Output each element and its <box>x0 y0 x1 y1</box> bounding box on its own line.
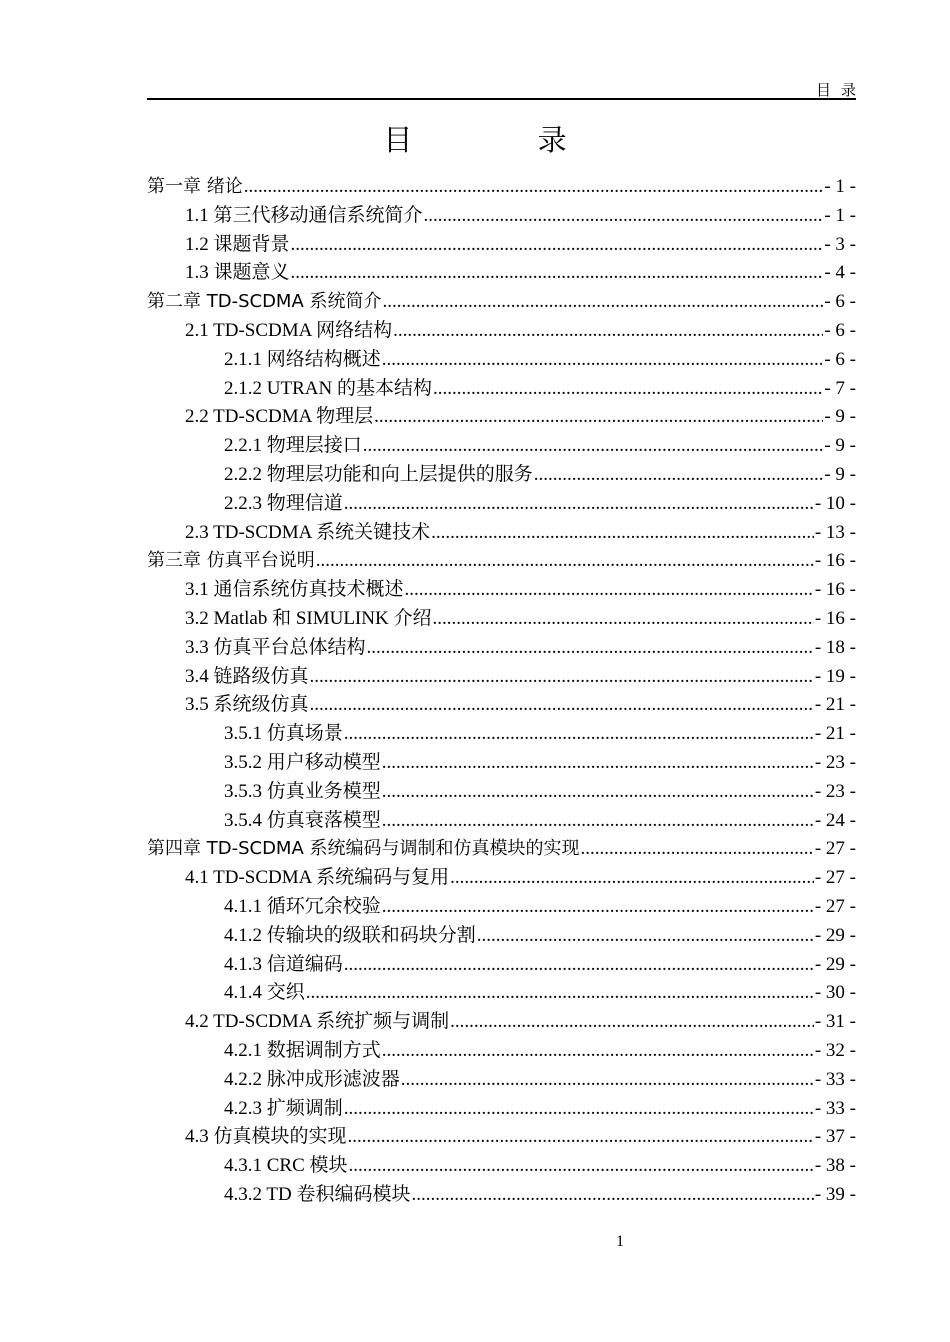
toc-leader-dots <box>382 778 814 807</box>
toc-entry[interactable] <box>147 346 856 375</box>
toc-entry-page: - 19 - <box>814 665 856 687</box>
toc-entry[interactable] <box>147 605 856 634</box>
toc-entry-label: 4.3.1 CRC 模块 <box>224 1155 348 1177</box>
toc-entry[interactable] <box>147 922 856 951</box>
toc-entry[interactable] <box>147 691 856 720</box>
toc-entry-label: 3.5.4 仿真衰落模型 <box>224 809 381 831</box>
toc-entry-page: - 29 - <box>814 953 856 975</box>
toc-entry[interactable] <box>147 231 856 260</box>
toc-entry[interactable] <box>147 1008 856 1037</box>
toc-entry-page: - 33 - <box>814 1097 856 1119</box>
toc-entry[interactable] <box>147 173 856 202</box>
toc-entry-page: - 29 - <box>814 924 856 946</box>
toc-entry-page: - 6 - <box>824 319 856 341</box>
toc-entry-page: - 7 - <box>824 377 856 399</box>
toc-entry-label: 3.2 Matlab 和 SIMULINK 介绍 <box>185 607 432 629</box>
toc-leader-dots <box>431 519 814 548</box>
toc-leader-dots <box>382 346 824 375</box>
toc-leader-dots <box>306 979 814 1008</box>
toc-entry-page: - 32 - <box>814 1039 856 1061</box>
toc-entry-page: - 33 - <box>814 1068 856 1090</box>
toc-leader-dots <box>401 1066 814 1095</box>
page-title: 目 录 <box>383 123 625 157</box>
toc-entry-label: 2.3 TD-SCDMA 系统关键技术 <box>185 521 431 543</box>
toc-entry-label: 1.2 课题背景 <box>185 233 290 255</box>
toc-entry-label: 第三章 仿真平台说明 <box>147 550 315 572</box>
toc-entry[interactable] <box>147 634 856 663</box>
toc-entry-page: - 27 - <box>814 895 856 917</box>
toc-leader-dots <box>344 490 814 519</box>
toc-entry[interactable] <box>147 432 856 461</box>
toc-entry[interactable] <box>147 375 856 404</box>
toc-leader-dots <box>349 1152 814 1181</box>
toc-entry-label: 第二章 TD-SCDMA 系统简介 <box>147 291 382 313</box>
toc-entry[interactable] <box>147 663 856 692</box>
toc-leader-dots <box>363 432 824 461</box>
toc-entry-label: 4.1.2 传输块的级联和码块分割 <box>224 924 476 946</box>
toc-leader-dots <box>433 375 823 404</box>
toc-entry[interactable] <box>147 403 856 432</box>
toc-entry-page: - 9 - <box>824 463 856 485</box>
toc-entry-label: 3.1 通信系统仿真技术概述 <box>185 579 404 601</box>
toc-entry-label: 2.1.1 网络结构概述 <box>224 348 381 370</box>
toc-entry[interactable] <box>147 864 856 893</box>
toc-entry-page: - 39 - <box>814 1183 856 1205</box>
toc-entry-page: - 16 - <box>814 579 856 601</box>
toc-leader-dots <box>348 1123 814 1152</box>
toc-entry-label: 4.1 TD-SCDMA 系统编码与复用 <box>185 867 450 889</box>
toc-entry[interactable] <box>147 778 856 807</box>
toc-entry[interactable] <box>147 749 856 778</box>
toc-entry-label: 3.5.1 仿真场景 <box>224 723 343 745</box>
toc-leader-dots <box>291 259 824 288</box>
toc-entry-page: - 16 - <box>814 607 856 629</box>
toc-entry[interactable] <box>147 835 856 864</box>
toc-entry-label: 1.3 课题意义 <box>185 262 290 284</box>
toc-leader-dots <box>310 663 814 692</box>
toc-leader-dots <box>382 749 814 778</box>
toc-entry-label: 4.2 TD-SCDMA 系统扩频与调制 <box>185 1011 450 1033</box>
toc-entry[interactable] <box>147 576 856 605</box>
toc-entry-label: 4.1.3 信道编码 <box>224 953 343 975</box>
page-number: 1 <box>616 1233 624 1250</box>
toc-entry-page: - 31 - <box>814 1011 856 1033</box>
table-of-contents <box>147 173 856 1210</box>
toc-leader-dots <box>382 893 814 922</box>
toc-entry-label: 4.1.4 交织 <box>224 982 305 1004</box>
toc-leader-dots <box>367 634 814 663</box>
toc-entry-label: 4.2.1 数据调制方式 <box>224 1039 381 1061</box>
toc-entry-label: 4.3.2 TD 卷积编码模块 <box>224 1183 411 1205</box>
toc-entry-page: - 37 - <box>814 1126 856 1148</box>
toc-entry-page: - 9 - <box>824 435 856 457</box>
toc-entry-label: 2.2.3 物理信道 <box>224 492 343 514</box>
toc-leader-dots <box>581 835 814 864</box>
toc-leader-dots <box>344 951 814 980</box>
toc-entry[interactable] <box>147 288 856 317</box>
toc-entry-page: - 13 - <box>814 521 856 543</box>
toc-leader-dots <box>534 461 824 490</box>
toc-entry[interactable] <box>147 461 856 490</box>
toc-entry-label: 第四章 TD-SCDMA 系统编码与调制和仿真模块的实现 <box>147 838 580 860</box>
toc-entry-label: 3.5.3 仿真业务模型 <box>224 780 381 802</box>
toc-leader-dots <box>477 922 814 951</box>
toc-leader-dots <box>383 288 824 317</box>
toc-entry-page: - 18 - <box>814 636 856 658</box>
toc-entry[interactable] <box>147 979 856 1008</box>
toc-entry[interactable] <box>147 720 856 749</box>
toc-entry-page: - 1 - <box>824 204 856 226</box>
toc-leader-dots <box>382 807 814 836</box>
toc-leader-dots <box>450 864 814 893</box>
toc-entry-label: 4.2.2 脉冲成形滤波器 <box>224 1068 400 1090</box>
toc-entry[interactable] <box>147 1066 856 1095</box>
toc-leader-dots <box>405 576 814 605</box>
toc-entry[interactable] <box>147 1152 856 1181</box>
toc-entry[interactable] <box>147 893 856 922</box>
toc-entry-label: 2.2.1 物理层接口 <box>224 435 362 457</box>
toc-leader-dots <box>374 403 823 432</box>
toc-leader-dots <box>450 1008 814 1037</box>
toc-entry-page: - 24 - <box>814 809 856 831</box>
toc-entry[interactable] <box>147 807 856 836</box>
toc-entry-page: - 21 - <box>814 694 856 716</box>
toc-entry[interactable] <box>147 317 856 346</box>
toc-entry-label: 1.1 第三代移动通信系统简介 <box>185 204 423 226</box>
toc-leader-dots <box>424 202 824 231</box>
toc-entry[interactable] <box>147 490 856 519</box>
toc-entry-page: - 23 - <box>814 780 856 802</box>
toc-entry-page: - 1 - <box>824 176 856 197</box>
toc-entry-label: 2.1.2 UTRAN 的基本结构 <box>224 377 432 399</box>
toc-leader-dots <box>432 605 813 634</box>
toc-entry[interactable] <box>147 1037 856 1066</box>
toc-entry[interactable] <box>147 1123 856 1152</box>
toc-entry[interactable] <box>147 1095 856 1124</box>
toc-entry-page: - 3 - <box>824 233 856 255</box>
toc-entry-page: - 10 - <box>814 492 856 514</box>
toc-entry-label: 3.5 系统级仿真 <box>185 694 309 716</box>
toc-entry[interactable] <box>147 259 856 288</box>
toc-entry-page: - 23 - <box>814 751 856 773</box>
toc-entry[interactable] <box>147 951 856 980</box>
toc-leader-dots <box>316 547 814 576</box>
toc-entry-page: - 6 - <box>824 291 856 313</box>
toc-entry-page: - 9 - <box>824 406 856 428</box>
toc-entry-page: - 38 - <box>814 1155 856 1177</box>
toc-entry-label: 4.1.1 循环冗余校验 <box>224 895 381 917</box>
toc-entry-page: - 16 - <box>814 550 856 572</box>
toc-entry-label: 3.3 仿真平台总体结构 <box>185 636 366 658</box>
toc-entry-label: 4.2.3 扩频调制 <box>224 1097 343 1119</box>
toc-entry[interactable] <box>147 519 856 548</box>
toc-entry-label: 2.1 TD-SCDMA 网络结构 <box>185 319 393 341</box>
toc-leader-dots <box>411 1181 813 1210</box>
toc-leader-dots <box>310 691 814 720</box>
toc-entry-page: - 6 - <box>824 348 856 370</box>
toc-entry-label: 3.4 链路级仿真 <box>185 665 309 687</box>
toc-entry-page: - 4 - <box>824 262 856 284</box>
toc-leader-dots <box>244 173 824 202</box>
toc-leader-dots <box>393 317 823 346</box>
toc-leader-dots <box>291 231 824 260</box>
toc-entry-page: - 27 - <box>814 867 856 889</box>
toc-entry-label: 3.5.2 用户移动模型 <box>224 751 381 773</box>
toc-entry-label: 2.2 TD-SCDMA 物理层 <box>185 406 374 428</box>
toc-entry-label: 4.3 仿真模块的实现 <box>185 1126 347 1148</box>
toc-entry-page: - 21 - <box>814 723 856 745</box>
toc-leader-dots <box>382 1037 814 1066</box>
toc-leader-dots <box>344 720 814 749</box>
toc-entry[interactable] <box>147 547 856 576</box>
toc-entry-label: 2.2.2 物理层功能和向上层提供的服务 <box>224 463 533 485</box>
header-rule <box>147 98 856 100</box>
running-header: 目录 <box>815 83 866 99</box>
toc-entry[interactable] <box>147 1181 856 1210</box>
toc-leader-dots <box>344 1095 814 1124</box>
toc-entry-label: 第一章 绪论 <box>147 176 243 197</box>
toc-entry[interactable] <box>147 202 856 231</box>
toc-entry-page: - 27 - <box>814 838 856 860</box>
toc-entry-page: - 30 - <box>814 982 856 1004</box>
